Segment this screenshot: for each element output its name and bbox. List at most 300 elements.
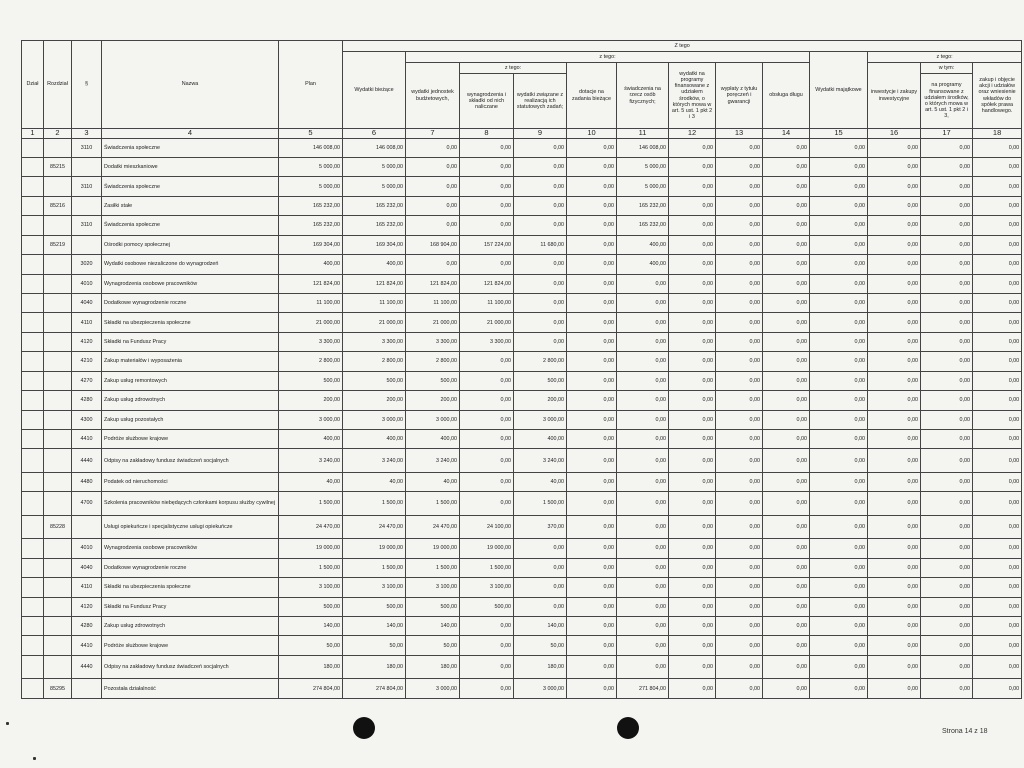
cell-value: 0,00 — [567, 371, 617, 390]
cell-nazwa: Odpisy na zakładowy fundusz świadczeń socjalnych — [102, 449, 279, 473]
cell-value: 0,00 — [567, 177, 617, 196]
cell-value: 0,00 — [810, 679, 868, 699]
cell-value: 2 800,00 — [514, 352, 567, 371]
cell-value: 0,00 — [669, 216, 716, 235]
cell-value: 400,00 — [343, 255, 406, 274]
cell-rozdzial — [44, 636, 72, 655]
cell-value: 0,00 — [716, 313, 763, 332]
cell-value: 200,00 — [406, 391, 460, 410]
cell-value: 0,00 — [868, 655, 921, 679]
cell-paragraf: 4410 — [72, 636, 102, 655]
column-number: 5 — [279, 129, 343, 139]
cell-value: 0,00 — [617, 371, 669, 390]
cell-value: 0,00 — [567, 578, 617, 597]
cell-rozdzial — [44, 655, 72, 679]
cell-paragraf — [72, 158, 102, 177]
cell-value: 0,00 — [973, 196, 1022, 215]
cell-value: 0,00 — [810, 429, 868, 448]
cell-value: 0,00 — [716, 332, 763, 351]
cell-value: 21 000,00 — [343, 313, 406, 332]
cell-value: 40,00 — [514, 472, 567, 491]
cell-value: 0,00 — [514, 216, 567, 235]
cell-value: 0,00 — [763, 391, 810, 410]
cell-dzial — [22, 472, 44, 491]
cell-paragraf — [72, 515, 102, 539]
cell-value: 500,00 — [343, 371, 406, 390]
cell-rozdzial — [44, 371, 72, 390]
cell-value: 0,00 — [669, 655, 716, 679]
cell-value: 0,00 — [868, 410, 921, 429]
cell-value: 180,00 — [514, 655, 567, 679]
cell-nazwa: Zakup usług remontowych — [102, 371, 279, 390]
table-row — [22, 313, 1022, 332]
cell-value: 0,00 — [460, 429, 514, 448]
cell-value: 0,00 — [868, 578, 921, 597]
cell-value: 0,00 — [567, 636, 617, 655]
cell-rozdzial — [44, 492, 72, 516]
cell-value: 0,00 — [460, 636, 514, 655]
cell-value: 500,00 — [343, 597, 406, 616]
cell-value: 0,00 — [460, 655, 514, 679]
cell-value: 0,00 — [921, 655, 973, 679]
table-row — [22, 138, 1022, 157]
table-row — [22, 515, 1022, 539]
cell-value: 0,00 — [669, 196, 716, 215]
cell-value: 0,00 — [763, 352, 810, 371]
cell-paragraf: 4210 — [72, 352, 102, 371]
cell-value: 200,00 — [343, 391, 406, 410]
cell-paragraf: 3110 — [72, 216, 102, 235]
cell-paragraf: 4110 — [72, 578, 102, 597]
cell-rozdzial — [44, 617, 72, 636]
table-row — [22, 196, 1022, 215]
cell-value: 0,00 — [567, 158, 617, 177]
cell-value: 5 000,00 — [279, 158, 343, 177]
cell-value: 0,00 — [921, 558, 973, 577]
cell-value: 0,00 — [921, 578, 973, 597]
cell-value: 0,00 — [868, 313, 921, 332]
cell-value: 0,00 — [669, 410, 716, 429]
cell-value: 0,00 — [567, 655, 617, 679]
cell-value: 0,00 — [763, 216, 810, 235]
cell-value: 0,00 — [868, 449, 921, 473]
cell-value: 0,00 — [810, 578, 868, 597]
cell-value: 0,00 — [763, 138, 810, 157]
cell-nazwa: Zakup usług zdrowotnych — [102, 617, 279, 636]
table-row — [22, 492, 1022, 516]
cell-value: 0,00 — [921, 449, 973, 473]
cell-value: 0,00 — [716, 449, 763, 473]
cell-paragraf: 4440 — [72, 655, 102, 679]
cell-value: 0,00 — [921, 294, 973, 313]
cell-dzial — [22, 216, 44, 235]
table-row — [22, 294, 1022, 313]
cell-value: 0,00 — [763, 158, 810, 177]
cell-value: 0,00 — [763, 294, 810, 313]
table-row — [22, 371, 1022, 390]
column-number: 3 — [72, 129, 102, 139]
cell-value: 500,00 — [406, 597, 460, 616]
cell-dzial — [22, 177, 44, 196]
cell-value: 0,00 — [669, 449, 716, 473]
cell-value: 0,00 — [567, 235, 617, 254]
column-number: 13 — [716, 129, 763, 139]
cell-paragraf: 4010 — [72, 539, 102, 558]
cell-value: 3 000,00 — [514, 679, 567, 699]
cell-value: 0,00 — [716, 196, 763, 215]
cell-value: 121 824,00 — [460, 274, 514, 293]
cell-value: 0,00 — [567, 138, 617, 157]
cell-value: 0,00 — [810, 158, 868, 177]
cell-value: 3 000,00 — [279, 410, 343, 429]
cell-value: 0,00 — [460, 492, 514, 516]
cell-paragraf: 3020 — [72, 255, 102, 274]
cell-value: 0,00 — [763, 539, 810, 558]
column-number: 16 — [868, 129, 921, 139]
cell-value: 0,00 — [868, 539, 921, 558]
cell-value: 0,00 — [567, 472, 617, 491]
cell-value: 500,00 — [406, 371, 460, 390]
cell-value: 0,00 — [514, 578, 567, 597]
column-number: 1 — [22, 129, 44, 139]
cell-value: 0,00 — [716, 679, 763, 699]
cell-dzial — [22, 138, 44, 157]
cell-value: 0,00 — [514, 332, 567, 351]
cell-value: 0,00 — [921, 158, 973, 177]
header-wydatki-programy: wydatki na programy finansowane z udziałem środków, o których mowa w art. 5 ust. 1 pkt 2 i 3 — [669, 63, 716, 129]
cell-paragraf: 3110 — [72, 138, 102, 157]
cell-value: 180,00 — [343, 655, 406, 679]
cell-value: 1 500,00 — [343, 492, 406, 516]
cell-value: 0,00 — [669, 472, 716, 491]
cell-paragraf: 4110 — [72, 313, 102, 332]
cell-value: 500,00 — [514, 371, 567, 390]
cell-value: 0,00 — [460, 138, 514, 157]
cell-value: 0,00 — [921, 410, 973, 429]
cell-value: 5 000,00 — [617, 158, 669, 177]
cell-value: 0,00 — [973, 332, 1022, 351]
cell-rozdzial — [44, 539, 72, 558]
cell-rozdzial — [44, 352, 72, 371]
cell-value: 500,00 — [279, 371, 343, 390]
cell-value: 24 470,00 — [279, 515, 343, 539]
cell-value: 0,00 — [763, 332, 810, 351]
cell-paragraf: 4120 — [72, 332, 102, 351]
cell-value: 1 500,00 — [460, 558, 514, 577]
cell-dzial — [22, 597, 44, 616]
cell-value: 0,00 — [669, 578, 716, 597]
cell-value: 0,00 — [514, 138, 567, 157]
table-row — [22, 274, 1022, 293]
cell-value: 165 232,00 — [617, 196, 669, 215]
cell-value: 0,00 — [460, 410, 514, 429]
cell-value: 3 000,00 — [406, 679, 460, 699]
cell-nazwa: Dodatkowe wynagrodzenie roczne — [102, 558, 279, 577]
cell-value: 0,00 — [921, 352, 973, 371]
cell-paragraf — [72, 235, 102, 254]
cell-value: 11 100,00 — [460, 294, 514, 313]
cell-value: 0,00 — [617, 558, 669, 577]
cell-value: 0,00 — [514, 177, 567, 196]
cell-value: 0,00 — [868, 391, 921, 410]
cell-value: 0,00 — [406, 255, 460, 274]
cell-nazwa: Składki na Fundusz Pracy — [102, 597, 279, 616]
cell-value: 0,00 — [460, 216, 514, 235]
cell-value: 121 824,00 — [406, 274, 460, 293]
cell-dzial — [22, 313, 44, 332]
header-wydatki-zwiazane: wydatki związane z realizacją ich statutowych zadań; — [514, 74, 567, 129]
cell-value: 0,00 — [973, 294, 1022, 313]
column-number: 2 — [44, 129, 72, 139]
cell-value: 40,00 — [279, 472, 343, 491]
cell-value: 0,00 — [973, 655, 1022, 679]
cell-value: 140,00 — [514, 617, 567, 636]
cell-value: 0,00 — [617, 617, 669, 636]
cell-value: 0,00 — [514, 196, 567, 215]
cell-value: 1 500,00 — [279, 558, 343, 577]
cell-value: 0,00 — [973, 352, 1022, 371]
cell-value: 0,00 — [617, 274, 669, 293]
table-row — [22, 410, 1022, 429]
cell-value: 0,00 — [763, 617, 810, 636]
cell-rozdzial — [44, 255, 72, 274]
cell-value: 400,00 — [343, 429, 406, 448]
cell-value: 0,00 — [716, 515, 763, 539]
cell-nazwa: Pozostała działalność — [102, 679, 279, 699]
column-number: 15 — [810, 129, 868, 139]
cell-paragraf: 4300 — [72, 410, 102, 429]
cell-value: 0,00 — [617, 332, 669, 351]
cell-dzial — [22, 196, 44, 215]
cell-value: 0,00 — [406, 138, 460, 157]
cell-value: 0,00 — [810, 177, 868, 196]
cell-value: 0,00 — [669, 255, 716, 274]
cell-value: 0,00 — [669, 539, 716, 558]
cell-nazwa: Składki na Fundusz Pracy — [102, 332, 279, 351]
cell-value: 165 232,00 — [279, 216, 343, 235]
cell-value: 0,00 — [763, 558, 810, 577]
cell-value: 0,00 — [669, 235, 716, 254]
cell-value: 0,00 — [514, 539, 567, 558]
cell-paragraf: 4040 — [72, 558, 102, 577]
cell-value: 0,00 — [617, 655, 669, 679]
cell-value: 0,00 — [973, 235, 1022, 254]
table-row — [22, 679, 1022, 699]
cell-rozdzial: 85295 — [44, 679, 72, 699]
column-number: 14 — [763, 129, 810, 139]
table-row — [22, 449, 1022, 473]
cell-value: 0,00 — [669, 371, 716, 390]
cell-value: 0,00 — [868, 158, 921, 177]
cell-value: 0,00 — [669, 332, 716, 351]
cell-value: 0,00 — [669, 274, 716, 293]
cell-value: 24 100,00 — [460, 515, 514, 539]
cell-value: 271 804,00 — [617, 679, 669, 699]
cell-value: 19 000,00 — [343, 539, 406, 558]
cell-value: 0,00 — [763, 578, 810, 597]
punch-hole-left — [353, 717, 375, 739]
cell-value: 3 240,00 — [406, 449, 460, 473]
cell-value: 3 300,00 — [460, 332, 514, 351]
cell-value: 0,00 — [973, 558, 1022, 577]
cell-dzial — [22, 617, 44, 636]
cell-dzial — [22, 332, 44, 351]
cell-paragraf: 4700 — [72, 492, 102, 516]
cell-value: 0,00 — [763, 655, 810, 679]
cell-value: 19 000,00 — [406, 539, 460, 558]
cell-value: 0,00 — [921, 472, 973, 491]
table-row — [22, 216, 1022, 235]
cell-paragraf: 4280 — [72, 391, 102, 410]
cell-value: 0,00 — [617, 515, 669, 539]
table-row — [22, 332, 1022, 351]
cell-value: 0,00 — [921, 597, 973, 616]
cell-value: 0,00 — [921, 492, 973, 516]
cell-nazwa: Ośrodki pomocy społecznej — [102, 235, 279, 254]
cell-rozdzial: 85216 — [44, 196, 72, 215]
cell-value: 0,00 — [973, 274, 1022, 293]
cell-value: 0,00 — [514, 597, 567, 616]
cell-paragraf: 3110 — [72, 177, 102, 196]
cell-value: 0,00 — [868, 429, 921, 448]
cell-nazwa: Szkolenia pracowników niebędących członkami korpusu służby cywilnej — [102, 492, 279, 516]
cell-rozdzial — [44, 216, 72, 235]
cell-value: 0,00 — [460, 352, 514, 371]
cell-value: 19 000,00 — [279, 539, 343, 558]
cell-value: 3 000,00 — [343, 410, 406, 429]
cell-value: 1 500,00 — [514, 492, 567, 516]
cell-value: 24 470,00 — [406, 515, 460, 539]
header-paragraf: § — [72, 41, 102, 129]
cell-value: 0,00 — [973, 679, 1022, 699]
cell-rozdzial — [44, 138, 72, 157]
cell-value: 0,00 — [810, 352, 868, 371]
cell-value: 400,00 — [279, 255, 343, 274]
cell-rozdzial — [44, 558, 72, 577]
cell-value: 3 100,00 — [343, 578, 406, 597]
cell-rozdzial — [44, 274, 72, 293]
cell-value: 0,00 — [617, 313, 669, 332]
cell-value: 400,00 — [514, 429, 567, 448]
cell-value: 165 232,00 — [343, 216, 406, 235]
punch-hole-right — [617, 717, 639, 739]
cell-value: 0,00 — [921, 274, 973, 293]
cell-rozdzial — [44, 177, 72, 196]
cell-value: 3 300,00 — [343, 332, 406, 351]
cell-value: 146 008,00 — [617, 138, 669, 157]
table-row — [22, 429, 1022, 448]
cell-value: 370,00 — [514, 515, 567, 539]
cell-value: 0,00 — [868, 294, 921, 313]
cell-value: 0,00 — [406, 158, 460, 177]
header-wynagrodzenia: wynagrodzenia i składki od nich naliczane — [460, 74, 514, 129]
cell-value: 0,00 — [716, 558, 763, 577]
cell-dzial — [22, 255, 44, 274]
cell-value: 21 000,00 — [279, 313, 343, 332]
cell-value: 0,00 — [669, 138, 716, 157]
cell-value: 3 000,00 — [514, 410, 567, 429]
cell-value: 0,00 — [973, 391, 1022, 410]
scan-speck — [6, 722, 9, 725]
cell-value: 0,00 — [460, 679, 514, 699]
cell-value: 0,00 — [567, 294, 617, 313]
cell-value: 0,00 — [514, 294, 567, 313]
cell-value: 0,00 — [617, 391, 669, 410]
header-inwestycje: inwestycje i zakupy inwestycyjne — [868, 63, 921, 129]
cell-value: 165 232,00 — [343, 196, 406, 215]
cell-value: 0,00 — [868, 472, 921, 491]
header-rozdzial: Rozdział — [44, 41, 72, 129]
cell-dzial — [22, 679, 44, 699]
cell-value: 0,00 — [669, 391, 716, 410]
cell-value: 0,00 — [716, 294, 763, 313]
cell-value: 0,00 — [921, 255, 973, 274]
cell-value: 0,00 — [810, 235, 868, 254]
cell-value: 0,00 — [716, 617, 763, 636]
cell-value: 500,00 — [279, 597, 343, 616]
cell-value: 0,00 — [763, 196, 810, 215]
cell-value: 11 100,00 — [406, 294, 460, 313]
cell-value: 0,00 — [763, 597, 810, 616]
header-obsluga: obsługa długu — [763, 63, 810, 129]
cell-nazwa: Świadczenia społeczne — [102, 177, 279, 196]
cell-value: 5 000,00 — [343, 158, 406, 177]
cell-value: 0,00 — [763, 449, 810, 473]
cell-nazwa: Dodatki mieszkaniowe — [102, 158, 279, 177]
cell-value: 0,00 — [716, 578, 763, 597]
cell-value: 0,00 — [567, 617, 617, 636]
cell-value: 0,00 — [763, 472, 810, 491]
header-wydatki-biezace: Wydatki bieżące — [343, 52, 406, 129]
cell-value: 0,00 — [460, 158, 514, 177]
cell-value: 3 240,00 — [343, 449, 406, 473]
cell-value: 0,00 — [669, 177, 716, 196]
cell-value: 0,00 — [763, 515, 810, 539]
cell-value: 0,00 — [973, 158, 1022, 177]
cell-value: 0,00 — [669, 294, 716, 313]
cell-value: 0,00 — [763, 371, 810, 390]
cell-value: 0,00 — [716, 410, 763, 429]
cell-value: 50,00 — [406, 636, 460, 655]
cell-value: 0,00 — [810, 558, 868, 577]
table-row — [22, 655, 1022, 679]
cell-value: 0,00 — [810, 410, 868, 429]
column-number: 10 — [567, 129, 617, 139]
cell-value: 0,00 — [868, 492, 921, 516]
header-na-programy: na programy finansowane z udziałem środków, o których mowa w art. 5 ust. 1 pkt 2 i 3, — [921, 74, 973, 129]
cell-value: 0,00 — [921, 313, 973, 332]
cell-value: 1 500,00 — [279, 492, 343, 516]
cell-value: 0,00 — [567, 429, 617, 448]
cell-nazwa: Zakup usług pozostałych — [102, 410, 279, 429]
cell-value: 11 100,00 — [279, 294, 343, 313]
cell-value: 0,00 — [810, 636, 868, 655]
cell-value: 180,00 — [406, 655, 460, 679]
cell-dzial — [22, 294, 44, 313]
cell-value: 0,00 — [716, 492, 763, 516]
table-row — [22, 352, 1022, 371]
cell-value: 146 008,00 — [279, 138, 343, 157]
cell-value: 140,00 — [343, 617, 406, 636]
cell-value: 0,00 — [973, 636, 1022, 655]
cell-value: 0,00 — [973, 410, 1022, 429]
cell-value: 0,00 — [973, 617, 1022, 636]
cell-dzial — [22, 410, 44, 429]
cell-value: 0,00 — [617, 352, 669, 371]
cell-value: 0,00 — [669, 617, 716, 636]
cell-value: 140,00 — [279, 617, 343, 636]
cell-rozdzial — [44, 391, 72, 410]
